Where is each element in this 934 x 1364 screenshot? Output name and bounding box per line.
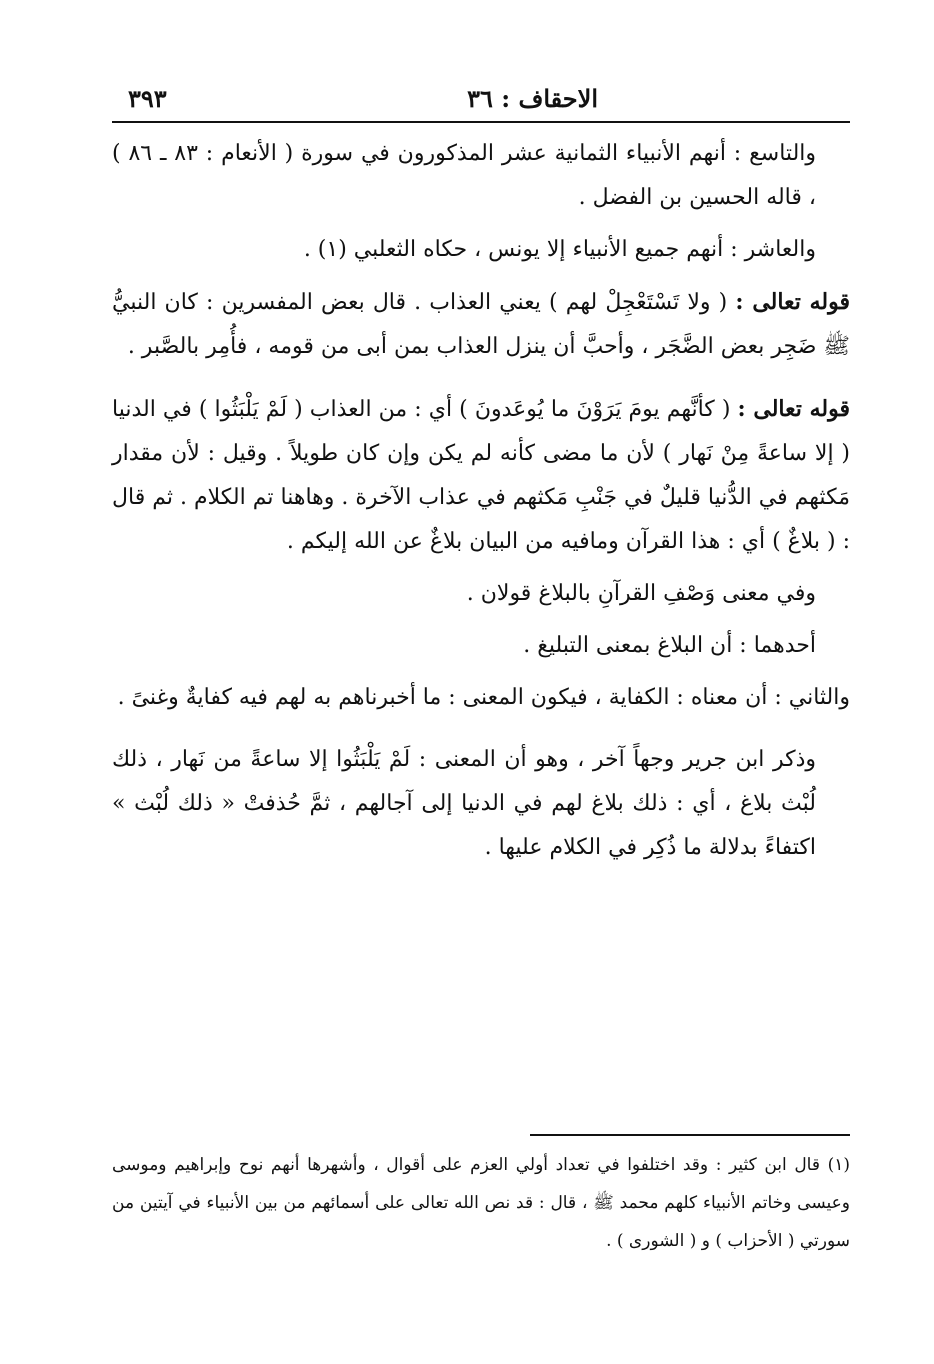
running-header bbox=[108, 84, 848, 120]
paragraph-ninth: والتاسع : أنهم الأنبياء الثمانية عشر المذكورون في سورة ( الأنعام : ٨٣ ـ ٨٦ ) ، قاله الحسين بن الفضل . bbox=[112, 141, 817, 210]
verse-lead: قوله تعالى : bbox=[737, 396, 850, 422]
verse-lead: قوله تعالى : bbox=[735, 289, 850, 315]
chapter-title: الاحقاف : ٣٦ bbox=[467, 84, 598, 113]
footnote: (١) قال ابن كثير : وقد اختلفوا في تعداد أولي العزم على أقوال ، وأشهرها أنهم نوح وإبراهيم وموسى وعيسى وخاتم الأنبياء كلهم محمد ﷺ ، قال : قد نص الله تعالى على أسمائهم من بين الأنبياء في آيتين من سورتي ( الأحزاب ) و ( الشورى ) . bbox=[112, 1155, 850, 1251]
paragraph-two-views: وفي معنى وَصْفِ القرآنِ بالبلاغ قولان . bbox=[466, 581, 816, 606]
paragraph-second-view: والثاني : أن معناه : الكفاية ، فيكون المعنى : ما أخبرناهم به لهم فيه كفايةٌ وغنىً . bbox=[117, 685, 850, 710]
paragraph-ibn-jarir: وذكر ابن جرير وجهاً آخر ، وهو أن المعنى : لَمْ يَلْبَثُوا إلا ساعةً من نَهار ، ذلك لُبْث بلاغ ، أي : ذلك بلاغ لهم في الدنيا إلى آجالهم ، ثمَّ حُذفتْ « ذلك لُبْث » اكتفاءً بدلالة ما ذُكِر في الكلام عليها . bbox=[112, 747, 816, 860]
paragraph-first-view: أحدهما : أن البلاغ بمعنى التبليغ . bbox=[523, 633, 816, 658]
paragraph-verse-patience: قوله تعالى : ( ولا تَسْتَعْجِلْ لهم ) يعني العذاب . قال بعض المفسرين : كان النبيُّ ﷺ ضَجِر بعض الضَّجَر ، وأحبَّ أن ينزل العذاب بمن أبى من قومه ، فأُمِر بالصَّبر . bbox=[112, 289, 850, 359]
paragraph-tenth: والعاشر : أنهم جميع الأنبياء إلا يونس ، حكاه الثعلبي (١) . bbox=[303, 237, 816, 262]
paragraph-verse-hour: قوله تعالى : ( كأنَّهم يومَ يَرَوْنَ ما يُوعَدونَ ) أي : من العذاب ( لَمْ يَلْبَثُوا ) في الدنيا ( إلا ساعةً مِنْ نَهار ) لأن ما مضى كأنه لم يكن وإن كان طويلاً . وقيل : لأن مقدار مَكثهم في الدُّنيا قليلٌ في جَنْبِ مَكثهم في عذاب الآخرة . وهاهنا تم الكلام . ثم قال : ( بلاغٌ ) أي : هذا القرآن ومافيه من البيان بلاغٌ عن الله إليكم . bbox=[112, 396, 850, 554]
page-number: ٣٩٣ bbox=[128, 84, 167, 113]
footnote-rule bbox=[530, 1134, 850, 1136]
main-text bbox=[112, 132, 850, 878]
header-rule bbox=[112, 121, 850, 123]
